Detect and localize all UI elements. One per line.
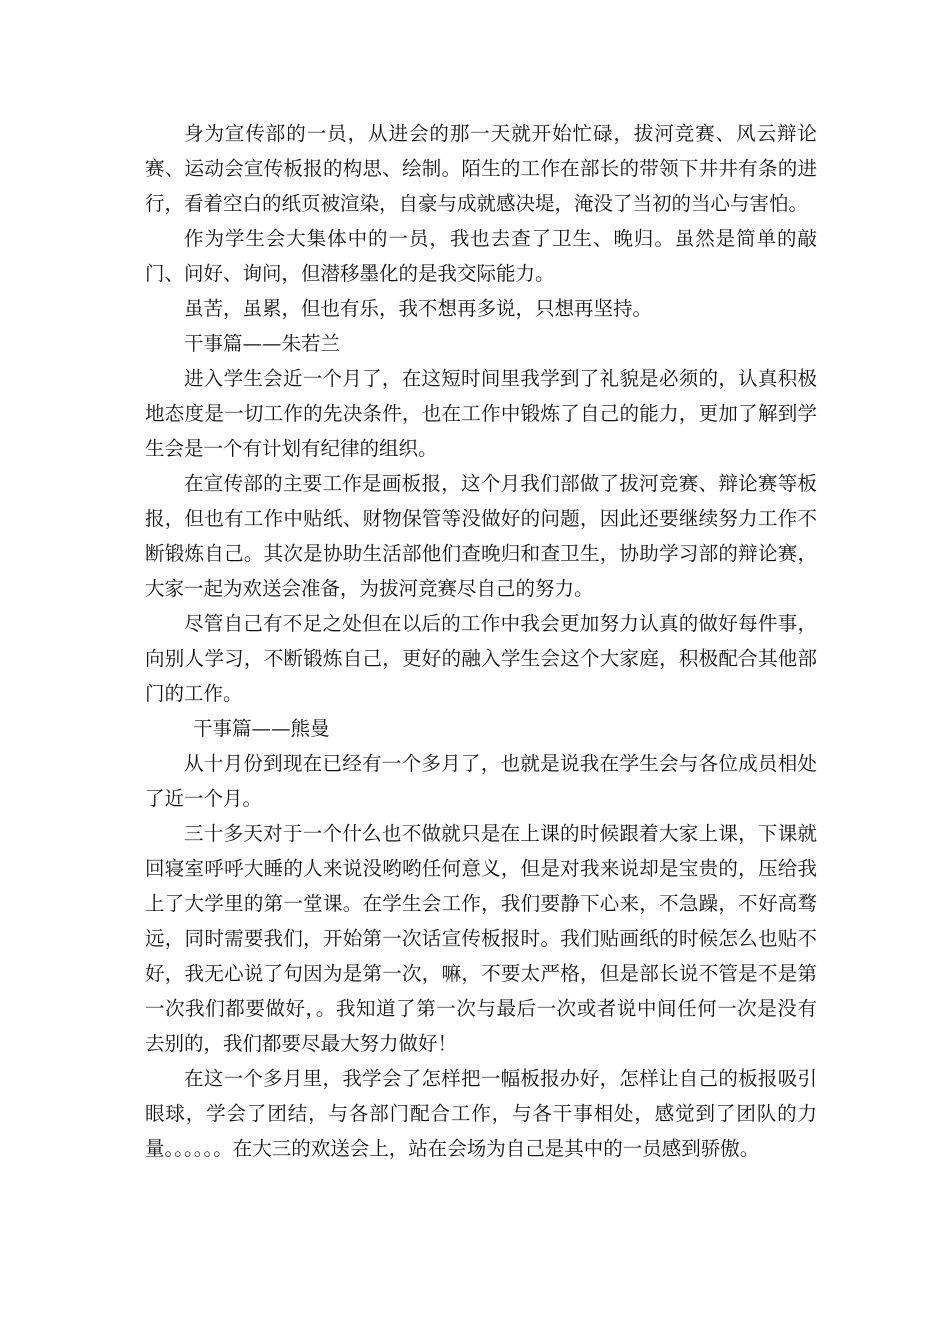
paragraph-persist: 虽苦，虽累，但也有乐，我不想再多说，只想再坚持。 — [184, 297, 653, 320]
section-heading-zhu-ruolan: 干事篇——朱若兰 — [184, 332, 341, 355]
paragraph-thirty-days: 三十多天对于一个什么也不做就只是在上课的时候跟着大家上课，下课就回寝室呼呼大睡的人来说没哟哟任何意义，但是对我来说却是宝贵的，压给我上了大学里的第一堂课。在学生会工作，我们要静下心来，不急躁，不好高骛远，同时需要我们，开始第一次话宣传板报时。我们贴画纸的时候怎么也贴不好，我无心说了句因为是第一次，嘛，不要太严格，但是部长说不管是不是第一次我们都要做好，。我知道了第一次与最后一次或者说中间任何一次是没有去别的，我们都要尽最大努力做好！ — [145, 822, 817, 1055]
paragraph-october: 从十月份到现在已经有一个多月了，也就是说我在学生会与各位成员相处了近一个月。 — [145, 752, 817, 810]
paragraph-hygiene-check: 作为学生会大集体中的一员，我也去查了卫生、晚归。虽然是简单的敲门、问好、询问，但潜移墨化的是我交际能力。 — [145, 227, 817, 285]
paragraph-propaganda-intro: 身为宣传部的一员，从进会的那一天就开始忙碌，拔河竞赛、风云辩论赛、运动会宣传板报的构思、绘制。陌生的工作在部长的带领下井井有条的进行，看着空白的纸页被渲染，自豪与成就感决堤，淹没了当初的当心与害怕。 — [145, 122, 817, 215]
document-body — [145, 116, 817, 1166]
paragraph-learned: 在这一个多月里，我学会了怎样把一幅板报办好，怎样让自己的板报吸引眼球，学会了团结，与各部门配合工作，与各干事相处，感觉到了团队的力量。。。。。。在大三的欢送会上，站在会场为自己是其中的一员感到骄傲。 — [145, 1067, 817, 1160]
paragraph-board-work: 在宣传部的主要工作是画板报，这个月我们部做了拔河竞赛、辩论赛等板报，但也有工作中贴纸、财物保管等没做好的问题，因此还要继续努力工作不断锻炼自己。其次是协助生活部他们查晚归和查卫生，协助学习部的辩论赛，大家一起为欢送会准备，为拔河竞赛尽自己的努力。 — [145, 472, 817, 600]
section-heading-xiong-man: 干事篇——熊曼 — [193, 717, 330, 740]
paragraph-joined-month: 进入学生会近一个月了，在这短时间里我学到了礼貌是必须的，认真积极地态度是一切工作的先决条件，也在工作中锻炼了自己的能力，更加了解到学生会是一个有计划有纪律的组织。 — [145, 367, 817, 460]
paragraph-shortcomings: 尽管自己有不足之处但在以后的工作中我会更加努力认真的做好每件事，向别人学习，不断锻炼自己，更好的融入学生会这个大家庭，积极配合其他部门的工作。 — [145, 612, 817, 705]
